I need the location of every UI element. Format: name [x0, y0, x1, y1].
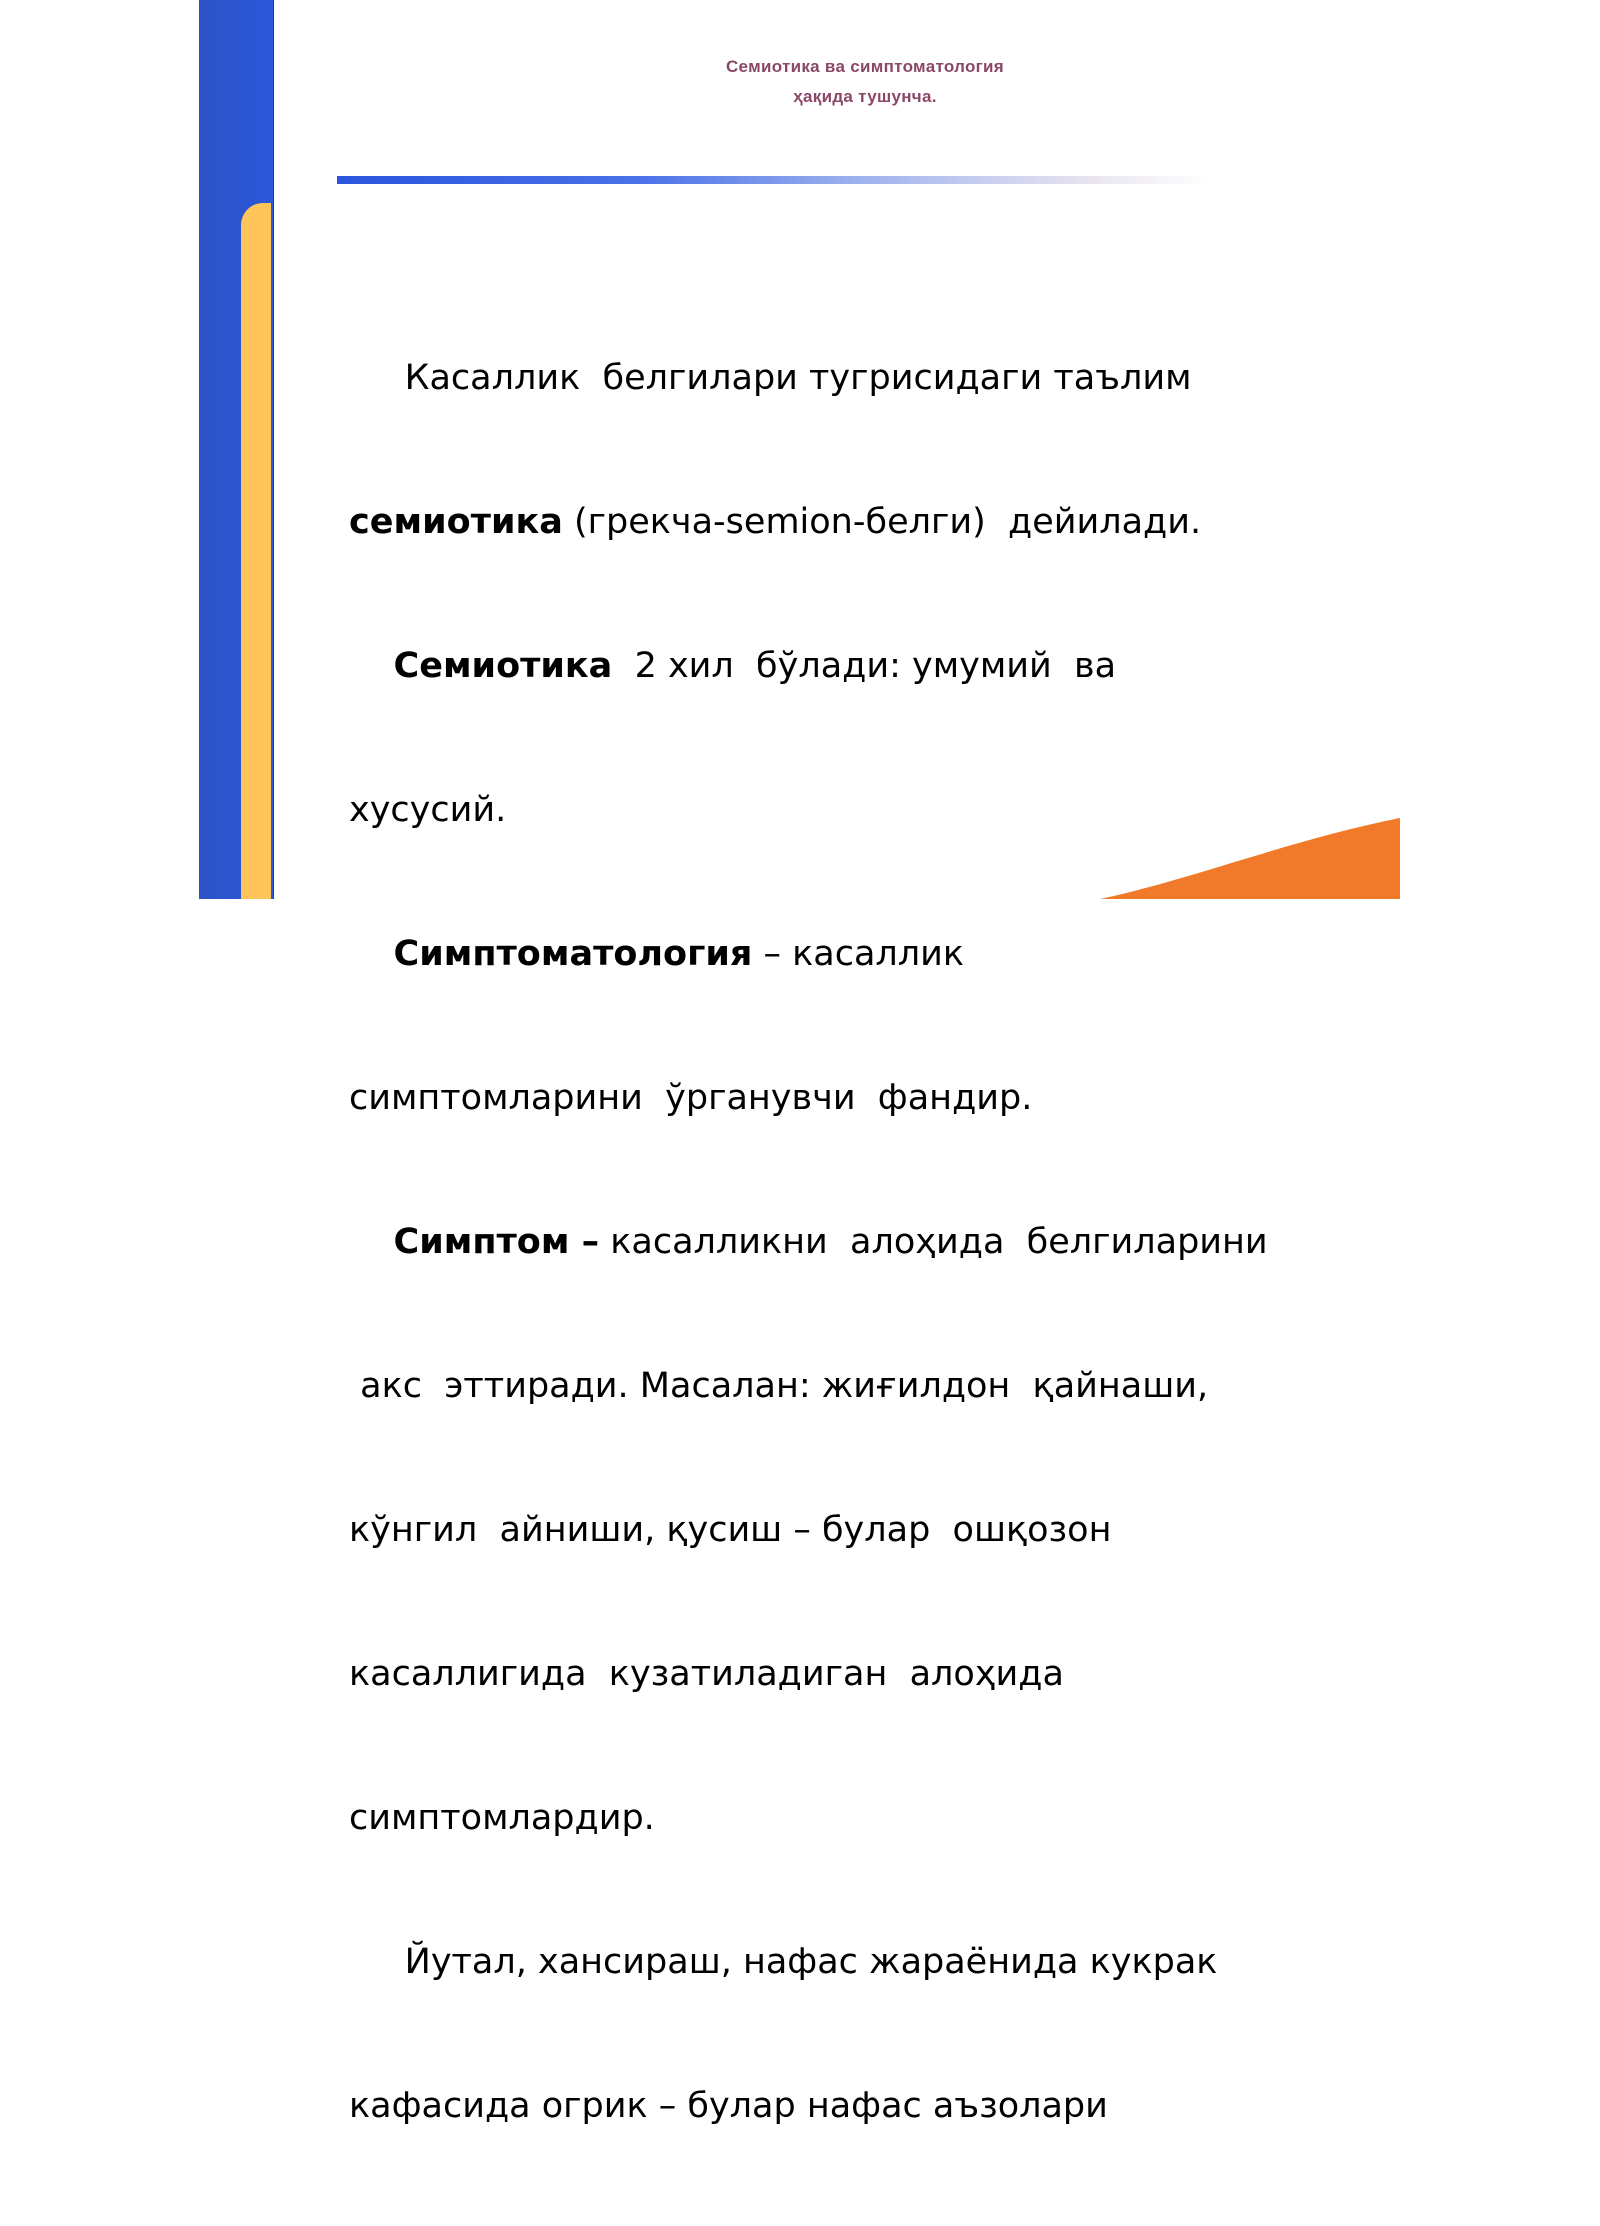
body-line: кўнгил айниши, қусиш – булар ошқозон	[349, 1510, 1112, 1550]
body-line: Семиотика 2 хил бўлади: умумий ва	[393, 646, 1117, 686]
body-line: хусусий.	[349, 790, 507, 830]
body-line: симптомлардир.	[349, 1798, 655, 1838]
term-simptom: Симптом –	[393, 1222, 600, 1262]
body-line: семиотика (грекча-semion-белги) дейилади.	[349, 502, 1202, 542]
left-blue-bar-top	[263, 0, 273, 200]
slide-title-line-2: ҳақида тушунча.	[793, 87, 937, 106]
body-line: Йутал, хансираш, нафас жараёнида кукрак	[404, 1942, 1218, 1982]
term-simptomatologiya: Симптоматология	[393, 934, 753, 974]
title-divider	[337, 176, 1213, 184]
term-semiotika-2: Семиотика	[393, 646, 613, 686]
term-semiotika: семиотика	[349, 502, 563, 542]
slide-title	[620, 52, 1110, 112]
slide-body	[349, 258, 1349, 2226]
orange-swoosh-decoration	[1100, 810, 1400, 899]
body-line: касаллигида кузатиладиган алоҳида	[349, 1654, 1064, 1694]
body-line: акс эттиради. Масалан: жиғилдон қайнаши,	[349, 1366, 1209, 1406]
body-line: Касаллик белгилари тугрисидаги таълим	[404, 358, 1192, 398]
body-line: Симптом – касалликни алоҳида белгиларини	[393, 1222, 1268, 1262]
left-yellow-bar	[241, 203, 271, 899]
body-line: кафасида огрик – булар нафас аъзолари	[349, 2086, 1108, 2126]
body-line: симптомларини ўрганувчи фандир.	[349, 1078, 1033, 1118]
slide-title-line-1: Семиотика ва симптоматология	[725, 57, 1005, 76]
body-line: Симптоматология – касаллик	[393, 934, 965, 974]
